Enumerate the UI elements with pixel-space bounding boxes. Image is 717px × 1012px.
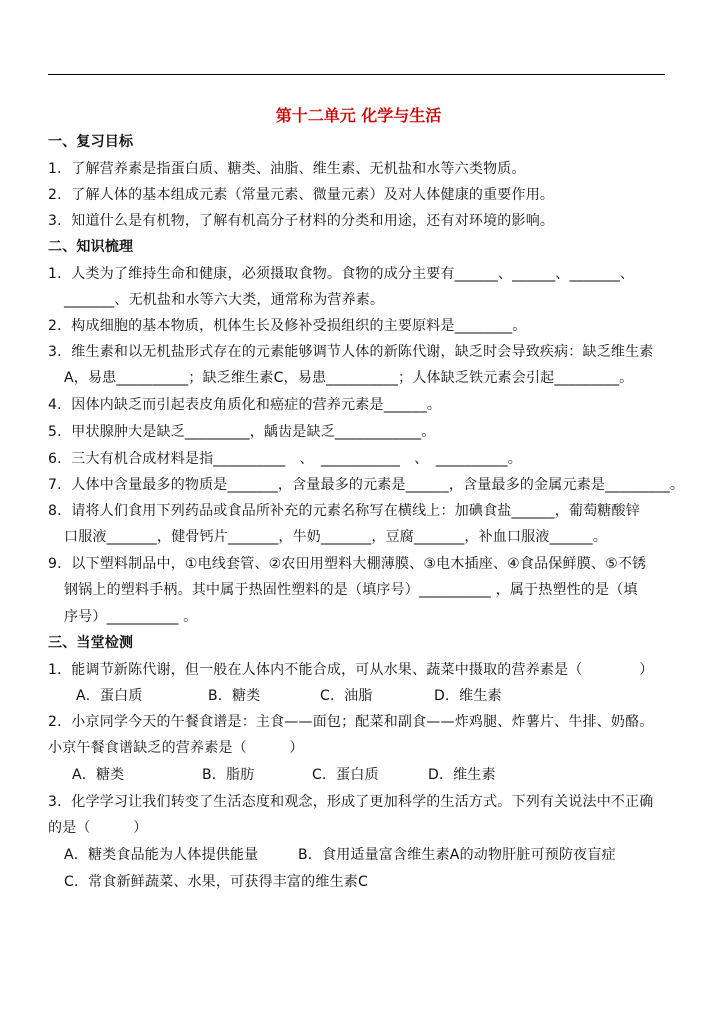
goal-item-3: 3．知道什么是有机物，了解有机高分子材料的分类和用途，还有对环境的影响。 (48, 213, 555, 229)
quiz-3-option-c: C．常食新鲜蔬菜、水果，可获得丰富的维生素C (64, 874, 368, 890)
knowledge-item-2: 2．构成细胞的基本物质，机体生长及修补受损组织的主要原料是________。 (48, 318, 527, 334)
quiz-2-options (72, 765, 496, 785)
quiz-2-option-c: C．蛋白质 (312, 767, 379, 783)
knowledge-item-5: 5．甲状腺肿大是缺乏_________，龋齿是缺乏____________。 (48, 424, 436, 440)
goal-item-1: 1．了解营养素是指蛋白质、糖类、油脂、维生素、无机盐和水等六类物质。 (48, 161, 526, 177)
knowledge-item-4: 4．因体内缺乏而引起表皮角质化和癌症的营养元素是______。 (48, 397, 442, 413)
knowledge-item-3-line-2: A，易患__________；缺乏维生素C，易患__________；人体缺乏铁元素会引起_________。 (64, 370, 634, 386)
quiz-1-stem: 1．能调节新陈代谢，但一般在人体内不能合成，可从水果、蔬菜中摄取的营养素是（ ） (48, 662, 654, 678)
quiz-2-option-a: A．糖类 (72, 767, 125, 783)
quiz-3-options-row-1 (64, 845, 616, 865)
quiz-2-option-b: B．脂肪 (202, 767, 255, 783)
section-heading-goals: 一、复习目标 (48, 134, 134, 150)
knowledge-item-1-line-1: 1．人类为了维持生命和健康，必须摄取食物。食物的成分主要有______、______、_______、 (48, 266, 635, 282)
quiz-1-option-a: A．蛋白质 (76, 688, 143, 704)
quiz-2-option-d: D．维生素 (428, 767, 496, 783)
section-heading-quiz: 三、当堂检测 (48, 635, 134, 651)
quiz-1-option-c: C．油脂 (320, 688, 373, 704)
knowledge-item-7: 7．人体中含量最多的物质是_______，含量最多的元素是______，含量最多的金属元素是_________。 (48, 477, 685, 493)
quiz-3-option-a: A．糖类食品能为人体提供能量 (64, 847, 259, 863)
knowledge-item-9-line-2: 钢锅上的塑料手柄。其中属于热固性塑料的是（填序号）__________ ，属于热塑性的是（填 (64, 582, 638, 598)
knowledge-item-6: 6．三大有机合成材料是指__________ 、 ___________ 、 __________。 (48, 451, 522, 467)
knowledge-item-1-line-2: _______、无机盐和水等六大类，通常称为营养素。 (64, 292, 385, 308)
page-title: 第十二单元 化学与生活 (275, 106, 442, 125)
knowledge-item-8-line-1: 8．请将人们食用下列药品或食品所补充的元素名称写在横线上：加碘食盐______，葡萄糖酸锌 (48, 503, 640, 519)
quiz-3-option-b: B．食用适量富含维生素A的动物肝脏可预防夜盲症 (298, 847, 616, 863)
quiz-3-stem-line-1: 3．化学学习让我们转变了生活态度和观念，形成了更加科学的生活方式。下列有关说法中不正确 (48, 794, 654, 810)
quiz-2-stem-line-1: 2．小京同学今天的午餐食谱是：主食——面包；配菜和副食——炸鸡腿、炸薯片、牛排、奶酪。 (48, 714, 654, 730)
knowledge-item-9-line-3: 序号）__________ 。 (64, 609, 198, 625)
quiz-1-option-b: B．糖类 (208, 688, 261, 704)
quiz-3-stem-line-2: 的是（ ） (48, 820, 148, 836)
knowledge-item-8-line-2: 口服液_______，健骨钙片_______，牛奶_______，豆腐_______，补血口服液______。 (64, 529, 607, 545)
quiz-2-stem-line-2: 小京午餐食谱缺乏的营养素是（ ） (48, 740, 304, 756)
knowledge-item-3-line-1: 3．维生素和以无机盐形式存在的元素能够调节人体的新陈代谢，缺乏时会导致疾病：缺乏维生素 (48, 344, 654, 360)
goal-item-2: 2．了解人体的基本组成元素（常量元素、微量元素）及对人体健康的重要作用。 (48, 187, 555, 203)
header-rule (48, 74, 665, 75)
knowledge-item-9-line-1: 9．以下塑料制品中，①电线套管、②农田用塑料大棚薄膜、③电木插座、④食品保鲜膜、⑤不锈 (48, 556, 647, 572)
quiz-1-options (76, 686, 502, 706)
section-heading-knowledge: 二、知识梳理 (48, 239, 134, 255)
quiz-1-option-d: D．维生素 (434, 688, 502, 704)
